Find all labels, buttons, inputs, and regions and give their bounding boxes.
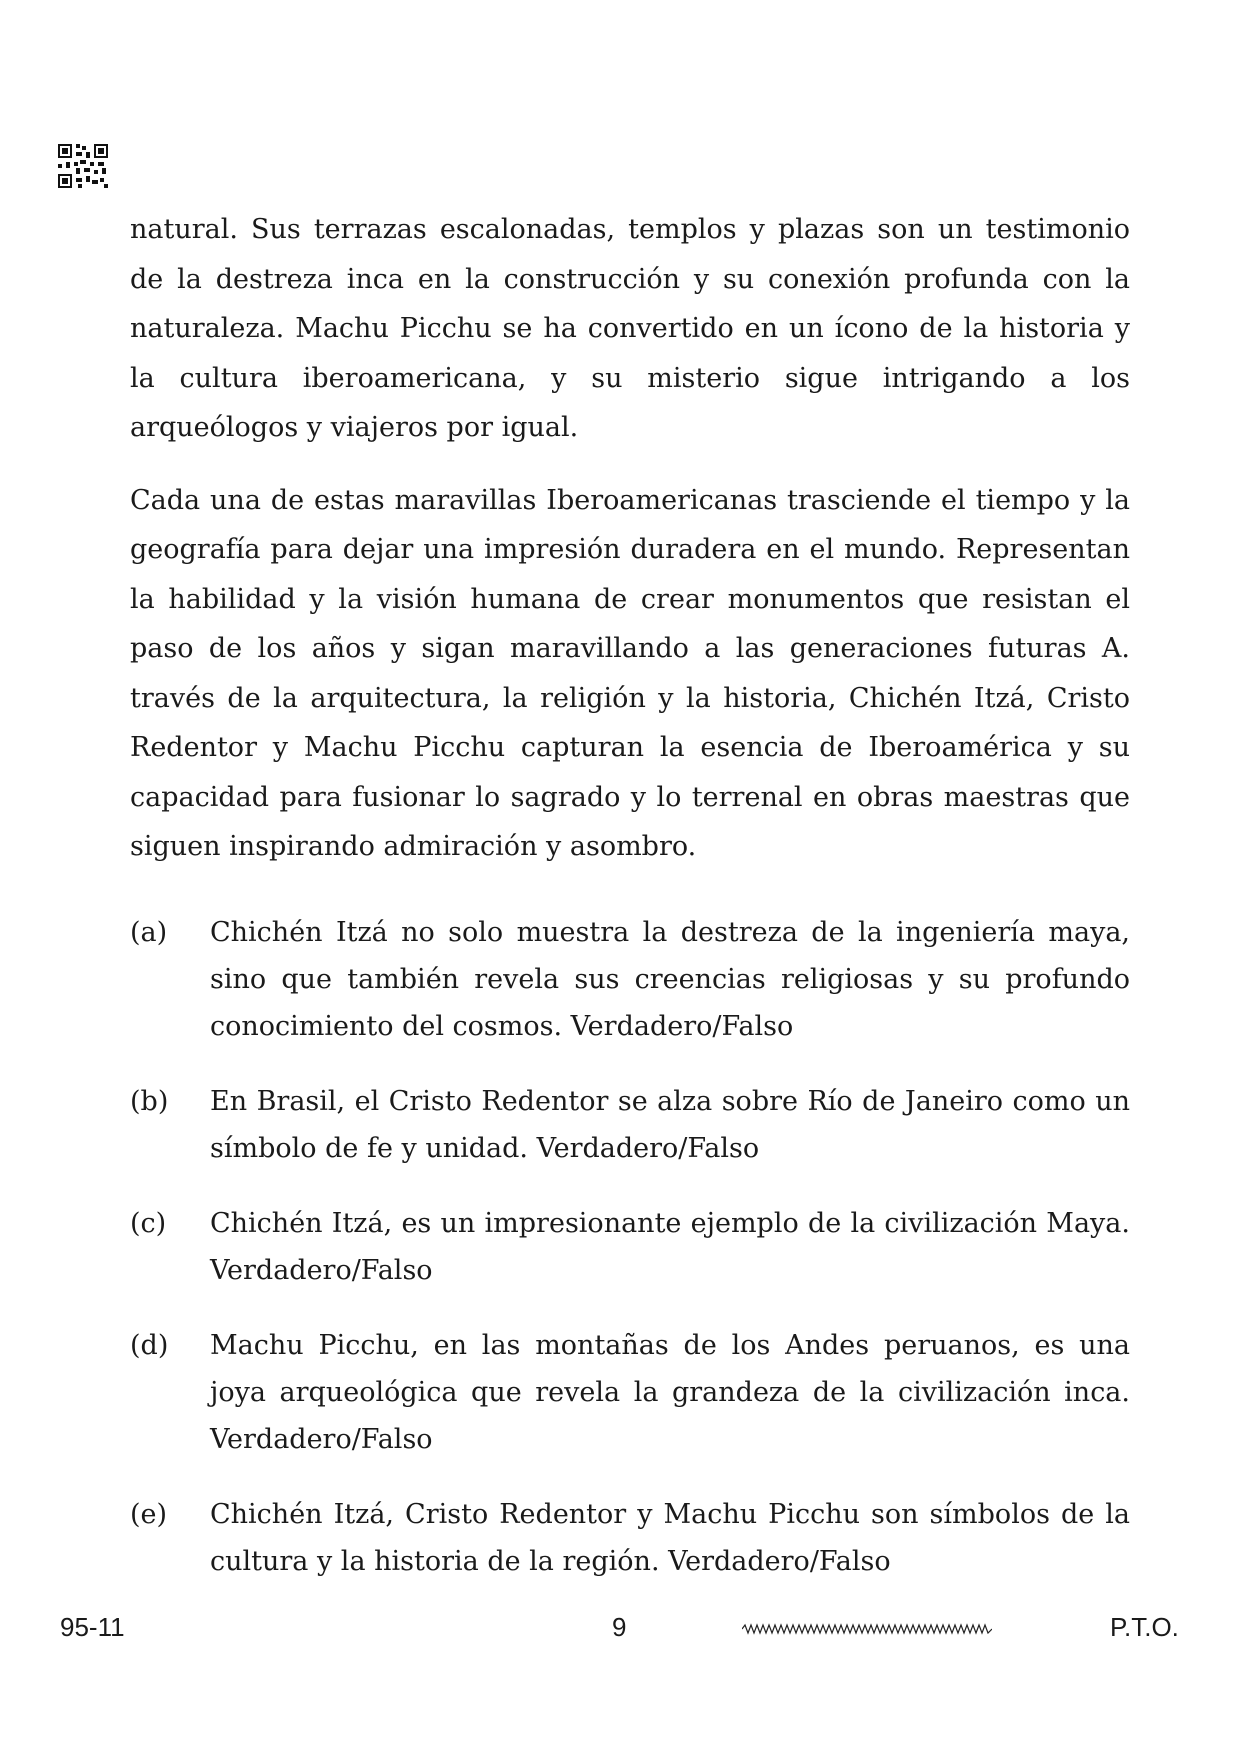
question-marker: (d) bbox=[130, 1329, 169, 1361]
question-text: Chichén Itzá, Cristo Redentor y Machu Picchu son símbolos de la cultura y la historia de la región. Verdadero/Falso bbox=[210, 1498, 1130, 1577]
body-paragraph: Cada una de estas maravillas Iberoamericanas trasciende el tiempo y la geografía para dejar una impresión duradera en el mundo. Representan la habilidad y la visión humana de crear monumentos que resistan el paso de los años y sigan maravillando a las generaciones futuras A. través de la arquitectura, la religión y la historia, Chichén Itzá, Cristo Redentor y Machu Picchu capturan la esencia de Iberoamérica y su capacidad para fusionar lo sagrado y lo terrenal en obras maestras que siguen inspirando admiración y asombro. bbox=[130, 484, 1130, 862]
question-item bbox=[130, 1491, 1130, 1585]
qr-code-icon bbox=[58, 144, 108, 188]
question-text: En Brasil, el Cristo Redentor se alza sobre Río de Janeiro como un símbolo de fe y unidad. Verdadero/Falso bbox=[210, 1085, 1130, 1164]
page-body bbox=[130, 205, 1130, 1613]
question-item bbox=[130, 1078, 1130, 1172]
question-marker: (a) bbox=[130, 916, 168, 948]
question-text: Chichén Itzá, es un impresionante ejemplo de la civilización Maya. Verdadero/Falso bbox=[210, 1207, 1130, 1286]
pto-label: P.T.O. bbox=[1110, 1612, 1179, 1642]
question-marker: (c) bbox=[130, 1207, 167, 1239]
question-item bbox=[130, 1322, 1130, 1463]
page-number: 9 bbox=[612, 1612, 627, 1642]
question-item bbox=[130, 1200, 1130, 1294]
question-marker: (e) bbox=[130, 1498, 168, 1530]
question-list bbox=[130, 909, 1130, 1585]
page-footer bbox=[0, 1612, 1241, 1652]
paper-code: 95-11 bbox=[60, 1612, 125, 1642]
wavy-line-icon bbox=[742, 1622, 992, 1636]
body-paragraph: natural. Sus terrazas escalonadas, templos y plazas son un testimonio de la destreza inca en la construcción y su conexión profunda con la naturaleza. Machu Picchu se ha convertido en un ícono de la historia y la cultura iberoamericana, y su misterio sigue intrigando a los arqueólogos y viajeros por igual. bbox=[130, 214, 1130, 443]
question-text: Chichén Itzá no solo muestra la destreza de la ingeniería maya, sino que también revela sus creencias religiosas y su profundo conocimiento del cosmos. Verdadero/Falso bbox=[210, 916, 1130, 1042]
question-marker: (b) bbox=[130, 1085, 169, 1117]
question-text: Machu Picchu, en las montañas de los Andes peruanos, es una joya arqueológica que revela la grandeza de la civilización inca. Verdadero/Falso bbox=[210, 1329, 1130, 1455]
question-item bbox=[130, 909, 1130, 1050]
